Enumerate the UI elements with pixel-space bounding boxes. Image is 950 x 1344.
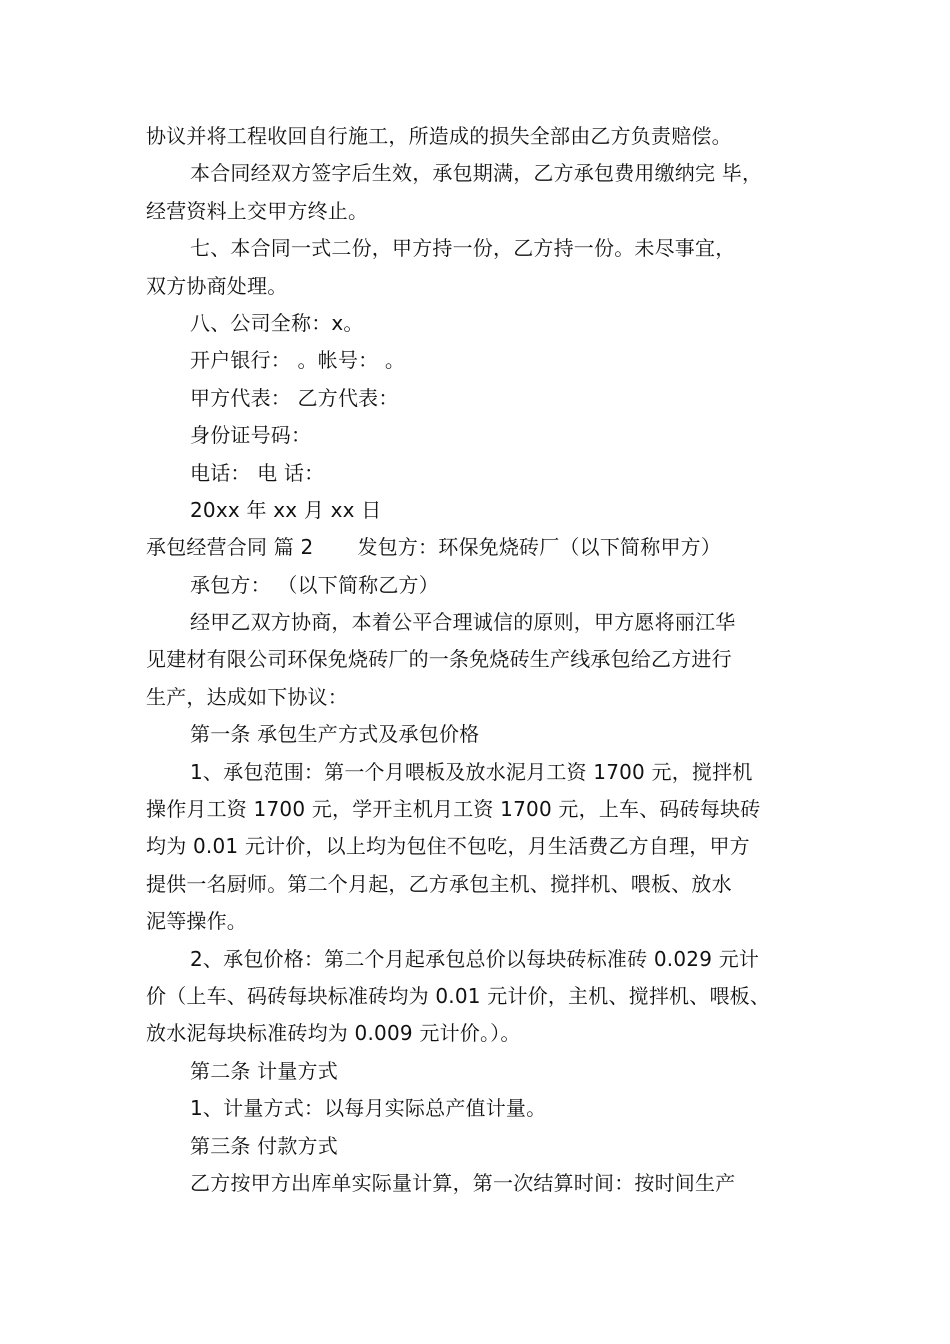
section-title: 承包经营合同 篇 2	[146, 535, 314, 560]
text-line: 见建材有限公司环保免烧砖厂的一条免烧砖生产线承包给乙方进行	[146, 647, 732, 672]
text-line: 本合同经双方签字后生效，承包期满，乙方承包费用缴纳完 毕，	[190, 161, 763, 186]
text-line: 开户银行： 。帐号： 。	[190, 348, 406, 373]
article-heading: 第一条 承包生产方式及承包价格	[190, 722, 480, 747]
text-line: 操作月工资 1700 元，学开主机月工资 1700 元，上车、码砖每块砖	[146, 797, 761, 822]
text-line: 甲方代表： 乙方代表：	[190, 385, 399, 410]
text-line: 身份证号码：	[190, 423, 312, 448]
text-line: 八、公司全称：x。	[190, 310, 364, 335]
document-body	[146, 118, 816, 1202]
article-heading: 第二条 计量方式	[190, 1058, 338, 1083]
text-line: 协议并将工程收回自行施工，所造成的损失全部由乙方负责赔偿。	[146, 124, 732, 148]
text-line: 乙方按甲方出库单实际量计算，第一次结算时间：按时间生产	[190, 1170, 736, 1195]
contractor-line: 发包方：环保免烧砖厂（以下简称甲方）	[357, 535, 722, 560]
text-line: 经甲乙双方协商，本着公平合理诚信的原则，甲方愿将丽江华	[190, 610, 736, 635]
text-line: 七、本合同一式二份，甲方持一份，乙方持一份。未尽事宜，	[190, 236, 736, 261]
text-line: 电话： 电 话：	[190, 460, 325, 485]
text-line: 1、计量方式：以每月实际总产值计量。	[190, 1096, 547, 1121]
text-line: 1、承包范围：第一个月喂板及放水泥月工资 1700 元，搅拌机	[190, 759, 753, 784]
text-line: 泥等操作。	[146, 909, 247, 934]
text-line: 双方协商处理。	[146, 273, 288, 298]
text-line: 放水泥每块标准砖均为 0.009 元计价。）。	[146, 1021, 521, 1046]
text-line: 经营资料上交甲方终止。	[146, 198, 369, 223]
article-heading: 第三条 付款方式	[190, 1133, 338, 1158]
text-line: 20xx 年 xx 月 xx 日	[190, 497, 382, 522]
text-line: 2、承包价格：第二个月起承包总价以每块砖标准砖 0.029 元计	[190, 946, 760, 971]
text-line: 提供一名厨师。第二个月起，乙方承包主机、搅拌机、喂板、放水	[146, 871, 732, 896]
text-line: 承包方： （以下简称乙方）	[190, 572, 439, 597]
text-line: 价（上车、码砖每块标准砖均为 0.01 元计价，主机、搅拌机、喂板、	[146, 983, 771, 1008]
text-line: 生产，达成如下协议：	[146, 684, 348, 709]
text-line: 均为 0.01 元计价，以上均为包住不包吃，月生活费乙方自理，甲方	[146, 834, 750, 859]
section-heading-line	[146, 529, 816, 566]
